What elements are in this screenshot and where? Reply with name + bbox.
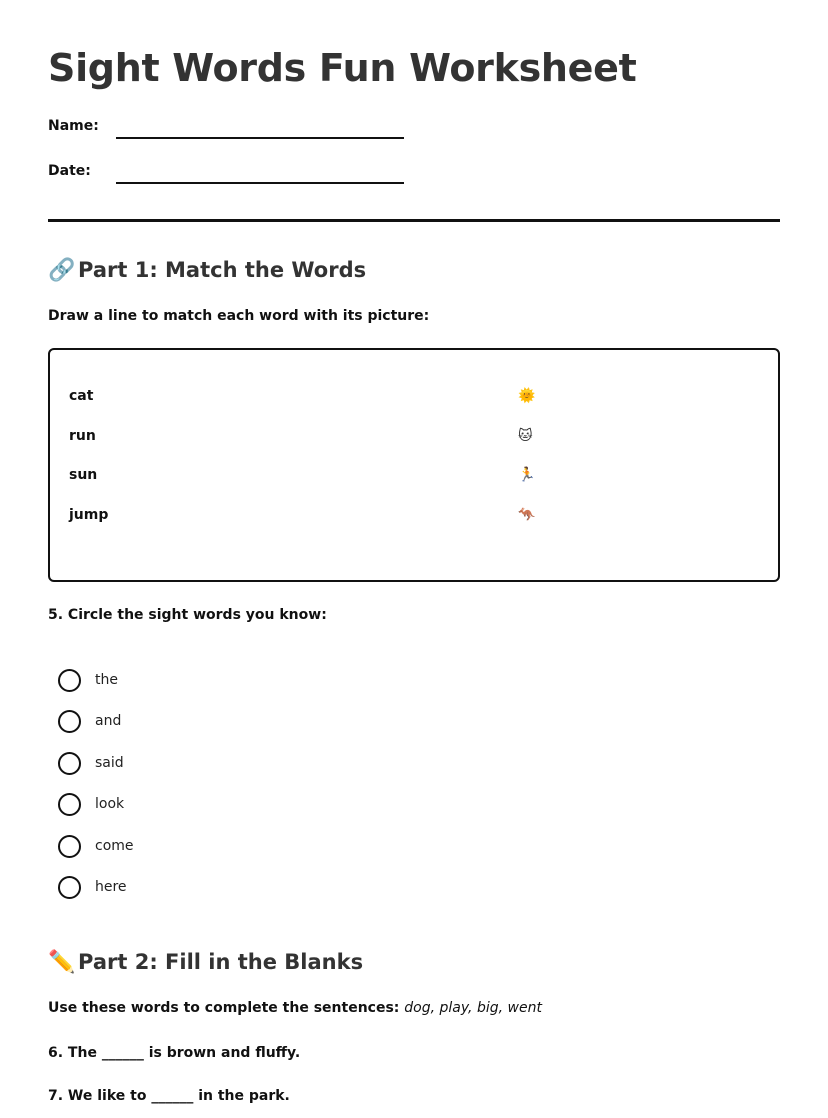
kangaroo-icon[interactable]: 🦘	[518, 507, 536, 523]
fill-sentence[interactable]: 7. We like to ______ in the park.	[48, 1088, 290, 1104]
part2-title: Part 2: Fill in the Blanks	[78, 950, 364, 974]
circle-word: here	[95, 879, 127, 895]
circle-word: come	[95, 838, 134, 854]
sun-icon[interactable]: 🌞	[518, 388, 536, 404]
circle-word: and	[95, 713, 122, 729]
circle-option[interactable]	[58, 792, 124, 816]
pencil-icon: ✏️	[48, 950, 76, 975]
circle-option[interactable]	[58, 751, 124, 775]
date-label: Date:	[48, 163, 91, 179]
circle-icon[interactable]	[58, 835, 81, 858]
circle-option[interactable]	[58, 834, 134, 858]
circle-icon[interactable]	[58, 876, 81, 899]
link-icon: 🔗	[48, 258, 76, 283]
match-word[interactable]: sun	[69, 467, 98, 483]
circle-word: the	[95, 672, 118, 688]
worksheet-title: Sight Words Fun Worksheet	[48, 46, 637, 90]
cat-icon[interactable]: 🐱	[518, 428, 533, 444]
circle-option[interactable]	[58, 709, 121, 733]
part1-heading	[48, 258, 366, 283]
word-bank: dog, play, big, went	[404, 1000, 542, 1016]
circle-instruction: 5. Circle the sight words you know:	[48, 607, 327, 623]
name-line[interactable]	[116, 137, 404, 139]
circle-option[interactable]	[58, 668, 118, 692]
circle-icon[interactable]	[58, 793, 81, 816]
circle-option[interactable]	[58, 875, 127, 899]
fill-sentence[interactable]: 6. The ______ is brown and fluffy.	[48, 1045, 301, 1061]
part2-heading	[48, 950, 363, 975]
match-word[interactable]: cat	[69, 388, 94, 404]
circle-icon[interactable]	[58, 710, 81, 733]
header-divider	[48, 219, 780, 222]
circle-word: look	[95, 796, 125, 812]
match-word[interactable]: run	[69, 428, 96, 444]
circle-word: said	[95, 755, 124, 771]
part1-instruction: Draw a line to match each word with its picture:	[48, 308, 430, 324]
runner-icon[interactable]: 🏃	[518, 467, 536, 483]
date-line[interactable]	[116, 182, 404, 184]
circle-icon[interactable]	[58, 752, 81, 775]
part2-instruction-text: Use these words to complete the sentences:	[48, 1000, 400, 1016]
match-word[interactable]: jump	[69, 507, 109, 523]
part2-instruction	[48, 1000, 542, 1016]
part1-title: Part 1: Match the Words	[78, 258, 367, 282]
name-label: Name:	[48, 118, 99, 134]
circle-icon[interactable]	[58, 669, 81, 692]
match-box	[48, 348, 780, 582]
